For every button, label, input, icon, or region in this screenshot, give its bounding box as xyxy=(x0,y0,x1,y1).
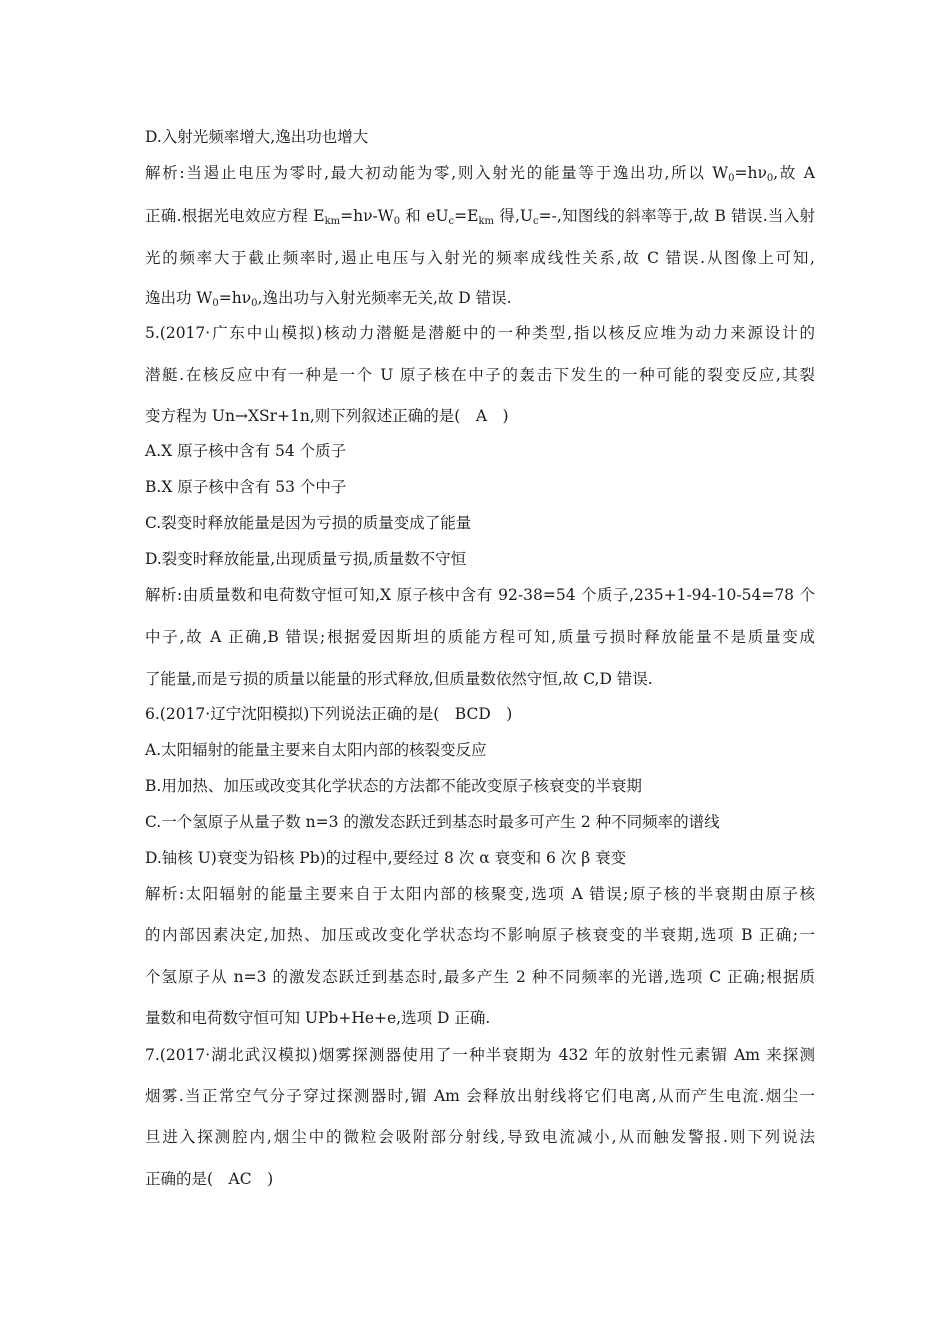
text: 量数和电荷数守恒可知 UPb+He+e,选项 D 正确. xyxy=(145,1009,491,1027)
question-7-line-4 xyxy=(145,1169,815,1189)
text: 解析:由质量数和电荷数守恒可知,X 原子核中含有 92-38=54 个质子,235+1-94-10-54=78 个 xyxy=(145,586,815,604)
question-7-line-2 xyxy=(145,1086,815,1106)
question-5-line-1 xyxy=(145,323,815,343)
question-5-line-3 xyxy=(145,406,815,426)
text: 正确.根据光电效应方程 E xyxy=(145,207,325,225)
subscript: c xyxy=(448,216,455,227)
text: B.用加热、加压或改变其化学状态的方法都不能改变原子核衰变的半衰期 xyxy=(145,777,642,795)
analysis-5-line-2 xyxy=(145,627,815,647)
text: 的内部因素决定,加热、加压或改变化学状态均不影响原子核衰变的半衰期,选项 B 正确;一 xyxy=(145,926,815,944)
text: 潜艇.在核反应中有一种是一个 U 原子核在中子的轰击下发生的一种可能的裂变反应,其裂 xyxy=(145,366,815,384)
text: =E xyxy=(454,207,479,225)
analysis-6-line-3 xyxy=(145,967,815,987)
analysis-6-line-4 xyxy=(145,1008,815,1028)
text: C.一个氢原子从量子数 n=3 的激发态跃迁到基态时最多可产生 2 种不同频率的谱线 xyxy=(145,813,720,831)
option-5d xyxy=(145,549,815,569)
text: 变方程为 Un→XSr+1n,则下列叙述正确的是( A ) xyxy=(145,407,509,425)
text: D.铀核 U)衰变为铅核 Pb)的过程中,要经过 8 次 α 衰变和 6 次 β 衰变 xyxy=(145,849,627,867)
text: ,逸出功与入射光频率无关,故 D 错误. xyxy=(257,289,512,307)
subscript: 0 xyxy=(212,298,219,309)
text: B.X 原子核中含有 53 个中子 xyxy=(145,478,347,496)
option-6b xyxy=(145,776,815,796)
text: =hν-W xyxy=(340,207,394,225)
option-4d xyxy=(145,127,815,147)
subscript: 0 xyxy=(393,216,401,227)
analysis-4-line-1 xyxy=(145,163,815,183)
text: 正确的是( AC ) xyxy=(145,1170,274,1188)
option-6c xyxy=(145,812,815,832)
analysis-4-line-2 xyxy=(145,206,815,226)
text: 5.(2017·广东中山模拟)核动力潜艇是潜艇中的一种类型,指以核反应堆为动力来源设计的 xyxy=(145,324,815,342)
text: 7.(2017·湖北武汉模拟)烟雾探测器使用了一种半衰期为 432 年的放射性元素镅 Am 来探测 xyxy=(145,1046,815,1064)
subscript: 0 xyxy=(766,173,774,184)
text: =hν xyxy=(734,164,767,182)
analysis-5-line-3 xyxy=(145,669,815,689)
text: D.裂变时释放能量,出现质量亏损,质量数不守恒 xyxy=(145,550,467,568)
option-5b xyxy=(145,477,815,497)
analysis-5-line-1 xyxy=(145,585,815,605)
option-6d xyxy=(145,848,815,868)
analysis-6-line-1 xyxy=(145,884,815,904)
text: 烟雾.当正常空气分子穿过探测器时,镅 Am 会释放出射线将它们电离,从而产生电流.烟尘一 xyxy=(145,1087,815,1105)
subscript: c xyxy=(533,216,539,227)
text: 逸出功 W xyxy=(145,289,213,307)
text: 解析:当遏止电压为零时,最大初动能为零,则入射光的能量等于逸出功,所以 W xyxy=(145,164,729,182)
text: 中子,故 A 正确,B 错误;根据爱因斯坦的质能方程可知,质量亏损时释放能量不是质量变成 xyxy=(145,628,815,646)
text: 光的频率大于截止频率时,遏止电压与入射光的频率成线性关系,故 C 错误.从图像上可知, xyxy=(145,249,815,267)
option-5c xyxy=(145,513,815,533)
option-5a xyxy=(145,441,815,461)
question-6 xyxy=(145,704,815,724)
text: A.X 原子核中含有 54 个质子 xyxy=(145,442,347,460)
text: 个氢原子从 n=3 的激发态跃迁到基态时,最多产生 2 种不同频率的光谱,选项 C 正确;根据质 xyxy=(145,968,815,986)
text: D.入射光频率增大,逸出功也增大 xyxy=(145,128,369,146)
subscript: km xyxy=(478,216,494,227)
text: =-,知图线的斜率等于,故 B 错误.当入射 xyxy=(538,207,815,225)
question-7-line-1 xyxy=(145,1045,815,1065)
analysis-6-line-2 xyxy=(145,925,815,945)
text: 和 eU xyxy=(400,207,449,225)
analysis-4-line-4 xyxy=(145,288,815,308)
analysis-4-line-3 xyxy=(145,248,815,268)
text: =hν xyxy=(218,289,252,307)
subscript: km xyxy=(324,216,341,227)
text: ,故 A xyxy=(773,164,815,182)
option-6a xyxy=(145,740,815,760)
text: 得,U xyxy=(494,207,533,225)
subscript: 0 xyxy=(728,173,735,184)
text: 6.(2017·辽宁沈阳模拟)下列说法正确的是( BCD ) xyxy=(145,705,513,723)
text: 旦进入探测腔内,烟尘中的微粒会吸附部分射线,导致电流减小,从而触发警报.则下列说法 xyxy=(145,1128,815,1146)
question-5-line-2 xyxy=(145,365,815,385)
subscript: 0 xyxy=(251,298,258,309)
text: 了能量,而是亏损的质量以能量的形式释放,但质量数依然守恒,故 C,D 错误. xyxy=(145,670,653,688)
question-7-line-3 xyxy=(145,1127,815,1147)
text: 解析:太阳辐射的能量主要来自于太阳内部的核聚变,选项 A 错误;原子核的半衰期由原子核 xyxy=(145,885,815,903)
text: C.裂变时释放能量是因为亏损的质量变成了能量 xyxy=(145,514,472,532)
text: A.太阳辐射的能量主要来自太阳内部的核裂变反应 xyxy=(145,741,487,759)
